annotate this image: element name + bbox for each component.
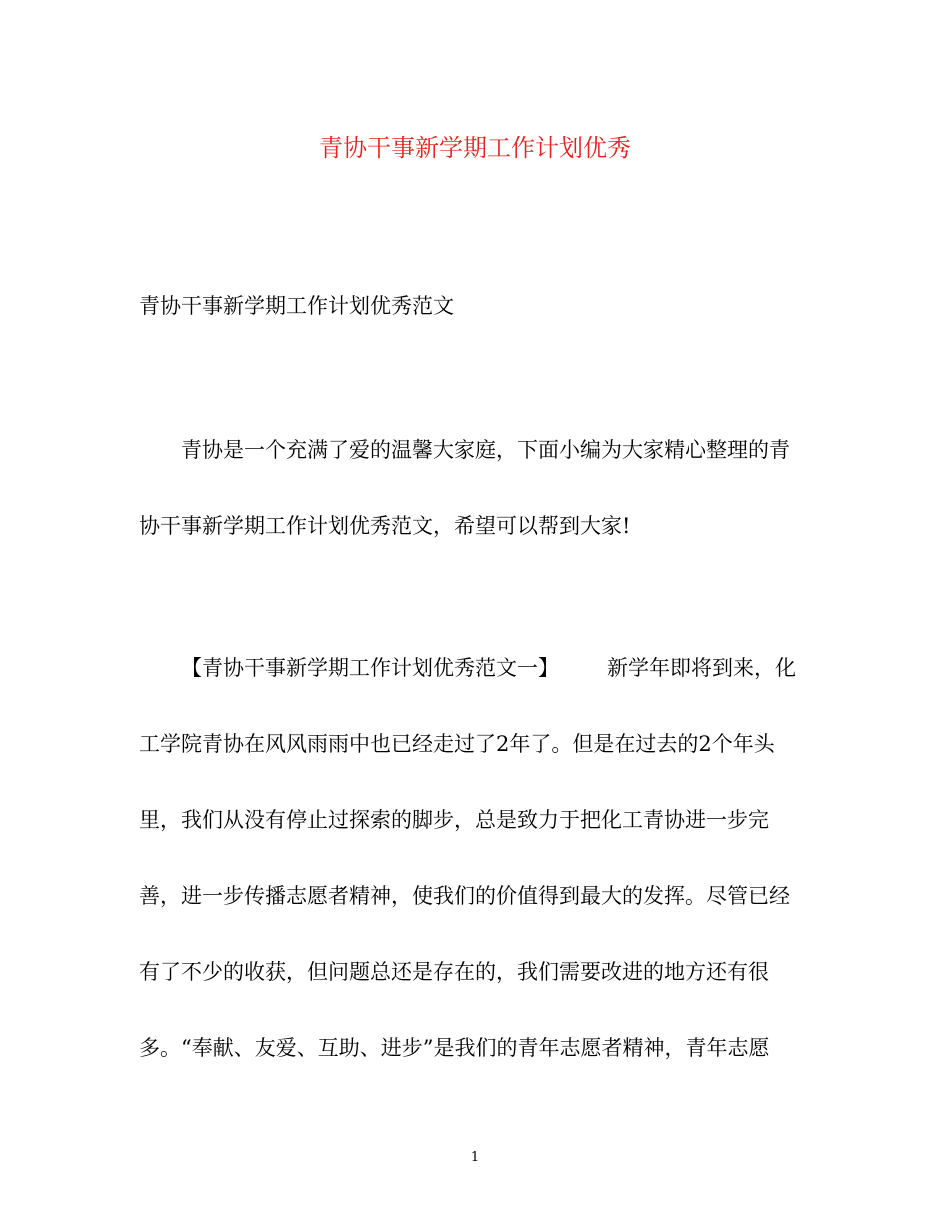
section-paragraph — [139, 650, 819, 1066]
intro-paragraph — [139, 432, 819, 544]
section-line: 有了不少的收获，但问题总还是存在的，我们需要改进的地方还有很 — [139, 960, 769, 984]
document-title: 青协干事新学期工作计划优秀 — [319, 134, 631, 162]
page-number: 1 — [470, 1150, 480, 1165]
intro-line: 协干事新学期工作计划优秀范文，希望可以帮到大家! — [139, 514, 631, 538]
section-heading: 【青协干事新学期工作计划优秀范文一】 — [181, 656, 559, 680]
document-subtitle: 青协干事新学期工作计划优秀范文 — [139, 294, 454, 318]
section-line: 里，我们从没有停止过探索的脚步，总是致力于把化工青协进一步完 — [139, 808, 769, 832]
section-line: 善，进一步传播志愿者精神，使我们的价值得到最大的发挥。尽管已经 — [139, 884, 790, 908]
section-line: 工学院青协在风风雨雨中也已经走过了2年了。但是在过去的2个年头 — [139, 732, 775, 756]
section-line: 多。“奉献、友爱、互助、进步”是我们的青年志愿者精神，青年志愿 — [139, 1036, 770, 1060]
section-first-line-text: 新学年即将到来，化 — [607, 656, 796, 680]
intro-line: 青协是一个充满了爱的温馨大家庭，下面小编为大家精心整理的青 — [181, 438, 790, 462]
section-first-line — [139, 650, 819, 686]
